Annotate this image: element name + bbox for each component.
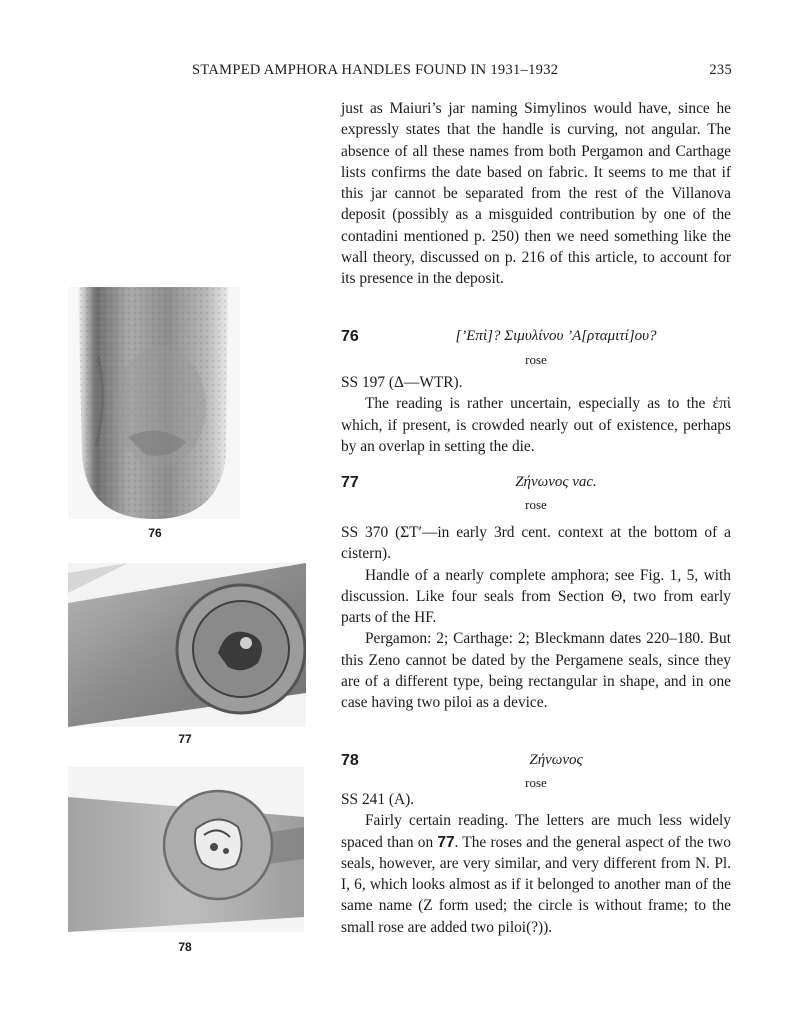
intro-text: just as Maiuri’s jar naming Simylinos would have, since he expressly states that the handle is curving, not angular. The absence of all these names from both Pergamon and Carthage lists confirms the date based on fabric. It seems to me that if this jar cannot be separated from the rest of the Villanova deposit (possibly as a misguided contribution by one of the contadini mentioned p. 250) then we need something like the wall theory, discussed on p. 216 of this article, to account for its presence in the deposit. [341, 100, 731, 288]
entry-paragraph: The reading is rather uncertain, especially as to the ἐπὶ which, if present, is crowded nearly out of existence, perhaps by an overlap in setting the die. [341, 395, 731, 455]
intro-paragraph [341, 98, 731, 290]
entry-78-heading [341, 752, 731, 776]
running-head-title: STAMPED AMPHORA HANDLES FOUND IN 1931–1932 [192, 62, 559, 78]
stamp-device: rose [525, 775, 547, 790]
photo-handle-78 [68, 767, 304, 932]
running-head [192, 62, 732, 82]
stamp-legend: [’Επὶ]? Σιμυλίνου ’Α[ρταμιτί]ου? [455, 328, 657, 344]
entry-number: 78 [341, 752, 359, 769]
entry-78-body [341, 789, 731, 938]
catalogue-reference: SS 197 (Δ—WTR). [341, 374, 463, 391]
entry-77-heading [341, 474, 731, 498]
photo-handle-76 [68, 287, 240, 519]
figure-caption-77: 77 [178, 732, 192, 746]
entry-paragraph: Pergamon: 2; Carthage: 2; Bleckmann dates 220–180. But this Zeno cannot be dated by the Pergamene seals, since they are of a different type, being rectangular in shape, and in one case having two piloi as a device. [341, 630, 731, 712]
catalogue-reference: SS 370 (ΣΤ′—in early 3rd cent. context at the bottom of a cistern). [341, 524, 731, 563]
photo-handle-77 [68, 563, 306, 727]
page-number: 235 [709, 62, 732, 78]
entry-76-heading [341, 328, 731, 352]
paragraph-text: Fairly certain reading. The letters are much less widely spaced than on [341, 812, 731, 851]
entry-76-body [341, 372, 731, 457]
amphora-handle-photo-77 [68, 563, 306, 727]
amphora-handle-photo-78 [68, 767, 304, 932]
catalogue-reference: SS 241 (A). [341, 791, 415, 808]
entry-paragraph [341, 810, 731, 938]
entry-77-body [341, 522, 731, 714]
stamp-legend: Ζήνωνος [529, 752, 583, 768]
paragraph-text: . The roses and the general aspect of the two seals, however, are very similar, and very different from N. Pl. I, 6, which looks almost as if it belonged to another man of the same name (Ζ form used; the circle is without frame; to the small rose are added two piloi(?)). [341, 833, 731, 936]
entry-number: 76 [341, 328, 359, 345]
stamp-legend: Ζήνωνος vac. [515, 474, 597, 490]
figure-caption-76: 76 [148, 526, 162, 540]
figure-caption-78: 78 [178, 940, 192, 954]
amphora-handle-photo-76 [68, 287, 240, 519]
entry-number: 77 [341, 474, 359, 491]
stamp-device: rose [525, 497, 547, 512]
stamp-device: rose [525, 352, 547, 367]
entry-paragraph: Handle of a nearly complete amphora; see Fig. 1, 5, with discussion. Like four seals from Section Θ, two from early parts of the HF. [341, 566, 731, 627]
entry-cross-reference: 77 [437, 833, 455, 851]
